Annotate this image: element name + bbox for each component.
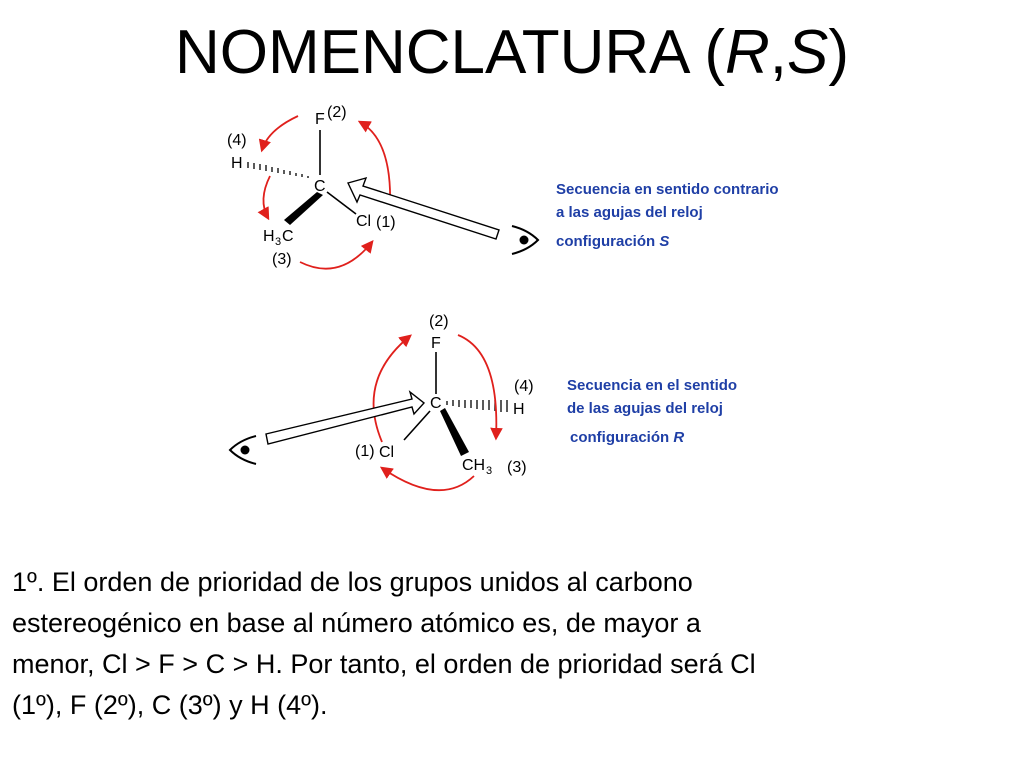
explanation-line: (1º), F (2º), C (3º) y H (4º). <box>12 690 328 720</box>
molecule-r <box>230 313 534 490</box>
caption-s-config: configuración S <box>556 233 670 250</box>
caption-r-config: configuración R <box>570 429 685 446</box>
wedge-bond-c-ch3-s <box>284 192 323 225</box>
hashed-bond-c-h-r <box>447 400 507 412</box>
atom-cl-r: Cl <box>379 444 395 461</box>
rank-ch3-r: (3) <box>507 459 527 476</box>
central-carbon-s: C <box>314 178 326 195</box>
red-arrow-ch3-to-cl-s <box>300 242 372 269</box>
rank-cl-r: (1) <box>355 443 375 460</box>
red-arrow-h-to-ch3-s <box>263 176 270 218</box>
molecule-s <box>227 104 538 269</box>
rank-h-r: (4) <box>514 378 534 395</box>
red-arrow-f-to-h-s <box>262 116 298 150</box>
atom-cl-s: Cl <box>356 213 372 230</box>
caption-s-line1: Secuencia en sentido contrario <box>556 181 779 198</box>
atom-ch3-c-s: C <box>282 228 294 245</box>
explanation-line: estereogénico en base al número atómico es, de mayor a <box>12 608 701 638</box>
central-carbon-r: C <box>430 395 442 412</box>
eye-icon-bottom <box>230 436 256 464</box>
atom-f-s: F <box>315 111 325 128</box>
explanation-line: 1º. El orden de prioridad de los grupos unidos al carbono <box>12 567 693 597</box>
caption-r-line2: de las agujas del reloj <box>567 400 723 417</box>
red-arrow-ch3-to-cl-r <box>382 468 474 490</box>
atom-f-r: F <box>431 335 441 352</box>
explanation-line: menor, Cl > F > C > H. Por tanto, el orden de prioridad será Cl <box>12 649 756 679</box>
view-arrow-r <box>266 392 424 444</box>
atom-ch3-h-s: H <box>263 228 275 245</box>
caption-r-line1: Secuencia en el sentido <box>567 377 738 394</box>
red-arrow-cl-to-f-r <box>374 336 410 442</box>
rank-f-s: (2) <box>327 104 347 121</box>
bond-c-cl-r <box>404 411 430 440</box>
atom-h-r: H <box>513 401 525 418</box>
atom-h-s: H <box>231 155 243 172</box>
wedge-bond-c-ch3-r <box>440 408 469 456</box>
hashed-bond-c-h-s <box>248 162 308 178</box>
rank-f-r: (2) <box>429 313 449 330</box>
atom-ch3-r: CH <box>462 457 486 474</box>
eye-icon-top <box>512 226 538 254</box>
rank-h-s: (4) <box>227 132 247 149</box>
atom-ch3-sub-r: 3 <box>486 465 493 477</box>
atom-ch3-sub-s: 3 <box>275 236 282 248</box>
red-arrow-f-to-ch3-r <box>458 335 496 438</box>
bond-c-cl-s <box>327 192 356 214</box>
caption-s-line2: a las agujas del reloj <box>556 204 703 221</box>
rank-ch3-s: (3) <box>272 251 292 268</box>
rank-cl-s: (1) <box>376 214 396 231</box>
slide-title: NOMENCLATURA (R,S) <box>174 18 850 87</box>
explanation-text <box>12 562 1002 726</box>
